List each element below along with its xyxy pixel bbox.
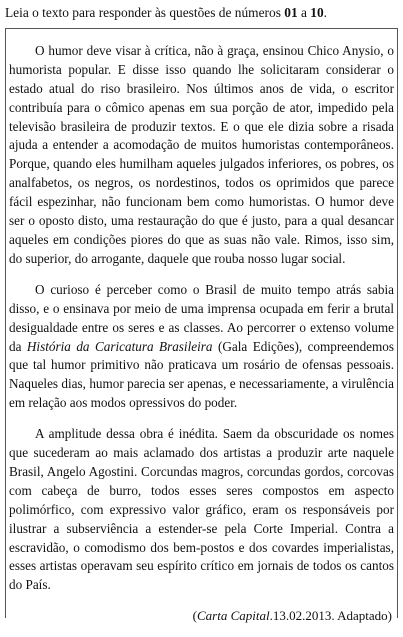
text-frame [5,28,398,624]
instructions-period: . [323,5,328,20]
book-title: História da Caricatura Brasileira [26,338,213,354]
paragraph-2-text-start: O curioso é perceber como o Brasil de muito tempo atrás sabia disso, e o ensinava por meio de uma imprensa ocupada em ferir a brutal desigualdade entre os seres e as classes. Ao percorrer o extenso volume da [9,281,394,354]
source-open-paren: ( [192,608,197,624]
instructions-text: Leia o texto para responder às questões de números [5,5,285,20]
paragraph-3: A amplitude dessa obra é inédita. Saem da obscuridade os nomes que sucederam ao mais aclamado dos artistas a produzir arte naquele Brasil, Angelo Agostini. Corcundas magros, corcundas gordos, corcovas com cabeça de burro, todos esses seres compostos em aspecto polimórfico, com expressivo valor gráfico, eram os responsáveis por ilustrar a subserviência a estender-se pela Corte Imperial. Contra a escravidão, o comodismo dos bem-postos e dos covardes imperialistas, esses artistas operavam seu espírito crítico em jornais de todos os cantos do País. [9,426,394,593]
question-end-number: 10 [310,5,324,20]
source-citation [9,607,394,625]
source-publication: Carta Capital [196,608,270,624]
question-start-number: 01 [284,5,298,20]
paragraph-2 [9,281,394,413]
paragraph-1: O humor deve visar à crítica, não à graça, ensinou Chico Anysio, o humorista popular. E disse isso quando lhe solicitaram considerar o estado atual do riso brasileiro. Nos últimos anos de vida, o escritor contribuía para o cômico apenas em sua porção de ator, impedido pela televisão brasileira de produzir textos. E o que ele dizia sobre a risada ajuda a entender a acomodação de muitos humoristas contemporâneos. Porque, quando eles humilham aqueles julgados inferiores, os pobres, os analfabetos, os negros, os nordestinos, todos os oprimidos que parece fácil espezinhar, não funcionam bem como humoristas. O humor deve ser o oposto disto, uma restauração do que é justo, para a qual desancar aqueles em condições piores do que as suas não vale. Rimos, isso sim, do superior, do arrogante, daquele que rouba nosso lugar social. [9,42,394,266]
paragraph-2-text-end: (Gala Edições), compreendemos que tal humor primitivo não praticava um rosário de ofensas pessoais. Naqueles dias, humor parecia ser apenas, e necessariamente, a virulência em relação aos modos opressivos do poder. [9,338,395,411]
source-details: .13.02.2013. Adaptado) [269,608,392,624]
instructions-line [5,4,398,23]
instructions-connector: a [297,5,311,20]
